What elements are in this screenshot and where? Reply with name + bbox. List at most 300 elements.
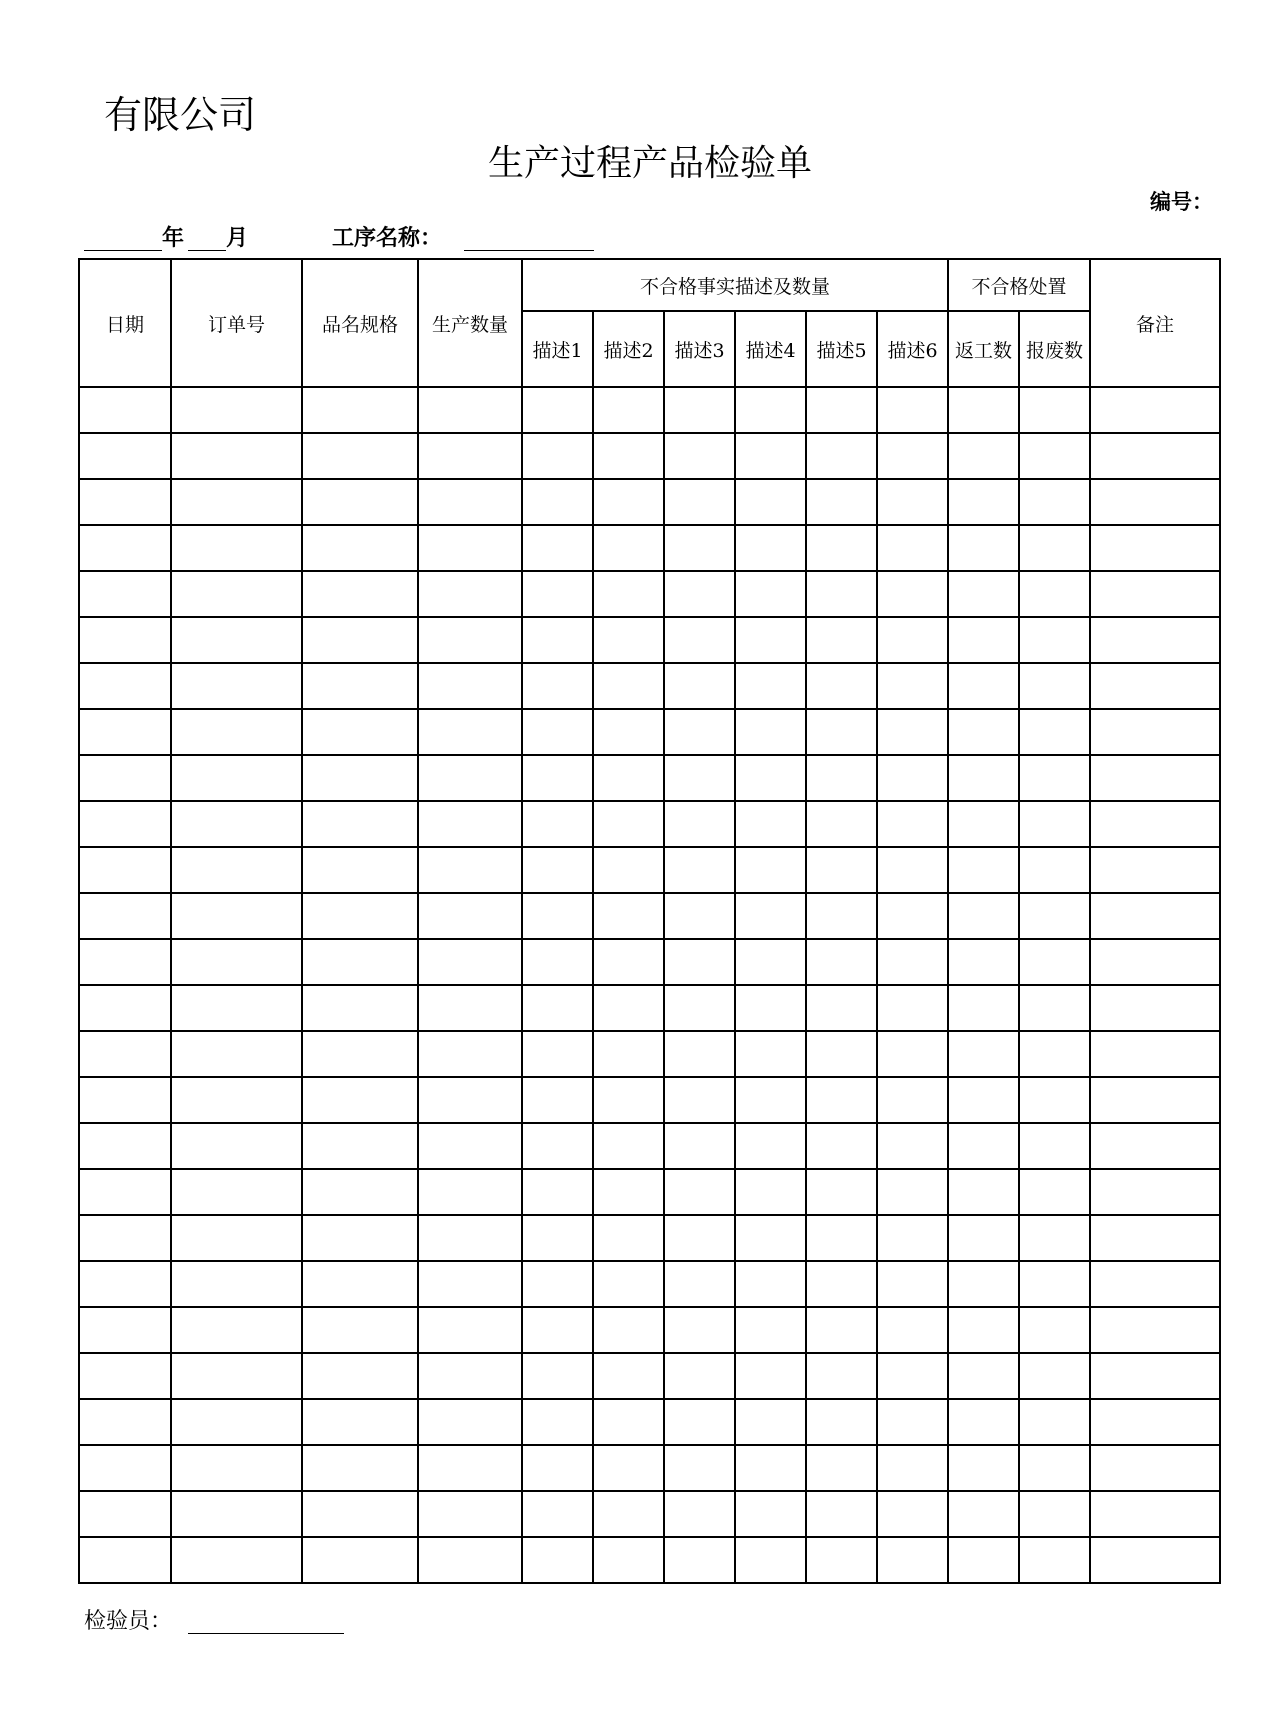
table-cell[interactable] (593, 847, 664, 893)
table-cell[interactable] (877, 801, 948, 847)
table-cell[interactable] (302, 1399, 418, 1445)
table-cell[interactable] (593, 663, 664, 709)
table-cell[interactable] (522, 1031, 593, 1077)
table-cell[interactable] (948, 985, 1019, 1031)
table-cell[interactable] (806, 1077, 877, 1123)
table-cell[interactable] (664, 1537, 735, 1583)
table-cell[interactable] (948, 1537, 1019, 1583)
table-cell[interactable] (1019, 1215, 1090, 1261)
table-cell[interactable] (1019, 479, 1090, 525)
table-cell[interactable] (593, 709, 664, 755)
table-cell[interactable] (1019, 617, 1090, 663)
table-cell[interactable] (593, 1537, 664, 1583)
table-cell[interactable] (302, 1537, 418, 1583)
table-cell[interactable] (593, 1077, 664, 1123)
table-cell[interactable] (735, 1169, 806, 1215)
table-cell[interactable] (1019, 525, 1090, 571)
table-cell[interactable] (418, 1123, 522, 1169)
table-cell[interactable] (806, 939, 877, 985)
table-cell[interactable] (171, 1399, 302, 1445)
table-cell[interactable] (302, 525, 418, 571)
table-cell[interactable] (593, 433, 664, 479)
table-cell[interactable] (664, 1215, 735, 1261)
table-cell[interactable] (522, 847, 593, 893)
table-cell[interactable] (79, 1169, 171, 1215)
table-cell[interactable] (877, 755, 948, 801)
table-cell[interactable] (522, 985, 593, 1031)
table-cell[interactable] (302, 1031, 418, 1077)
table-cell[interactable] (593, 1307, 664, 1353)
table-cell[interactable] (302, 709, 418, 755)
table-cell[interactable] (418, 1399, 522, 1445)
table-cell[interactable] (418, 1307, 522, 1353)
table-cell[interactable] (806, 1445, 877, 1491)
table-cell[interactable] (1019, 1169, 1090, 1215)
table-cell[interactable] (735, 479, 806, 525)
table-cell[interactable] (522, 663, 593, 709)
table-cell[interactable] (664, 847, 735, 893)
table-cell[interactable] (1090, 893, 1220, 939)
table-cell[interactable] (948, 1077, 1019, 1123)
table-cell[interactable] (522, 1353, 593, 1399)
table-cell[interactable] (418, 755, 522, 801)
table-cell[interactable] (79, 755, 171, 801)
table-cell[interactable] (171, 617, 302, 663)
table-cell[interactable] (79, 893, 171, 939)
table-cell[interactable] (1090, 847, 1220, 893)
table-cell[interactable] (522, 571, 593, 617)
table-cell[interactable] (735, 939, 806, 985)
table-cell[interactable] (877, 985, 948, 1031)
table-cell[interactable] (79, 847, 171, 893)
table-cell[interactable] (735, 1123, 806, 1169)
table-cell[interactable] (302, 617, 418, 663)
table-cell[interactable] (735, 985, 806, 1031)
table-cell[interactable] (418, 617, 522, 663)
table-cell[interactable] (735, 1399, 806, 1445)
table-cell[interactable] (735, 1491, 806, 1537)
table-cell[interactable] (79, 1077, 171, 1123)
table-cell[interactable] (79, 709, 171, 755)
table-cell[interactable] (1090, 1169, 1220, 1215)
table-cell[interactable] (593, 479, 664, 525)
table-cell[interactable] (948, 847, 1019, 893)
table-cell[interactable] (806, 1491, 877, 1537)
table-cell[interactable] (806, 663, 877, 709)
table-cell[interactable] (806, 1307, 877, 1353)
table-cell[interactable] (171, 1491, 302, 1537)
table-cell[interactable] (948, 663, 1019, 709)
table-cell[interactable] (418, 709, 522, 755)
table-cell[interactable] (735, 801, 806, 847)
table-cell[interactable] (1090, 1031, 1220, 1077)
table-cell[interactable] (948, 939, 1019, 985)
table-cell[interactable] (1090, 1307, 1220, 1353)
table-cell[interactable] (79, 479, 171, 525)
table-cell[interactable] (877, 1399, 948, 1445)
table-cell[interactable] (593, 939, 664, 985)
table-cell[interactable] (171, 939, 302, 985)
table-cell[interactable] (806, 1169, 877, 1215)
table-cell[interactable] (79, 1537, 171, 1583)
table-cell[interactable] (664, 1261, 735, 1307)
table-cell[interactable] (593, 1261, 664, 1307)
table-cell[interactable] (418, 1491, 522, 1537)
table-cell[interactable] (522, 1399, 593, 1445)
table-cell[interactable] (522, 755, 593, 801)
table-cell[interactable] (948, 801, 1019, 847)
table-cell[interactable] (79, 571, 171, 617)
table-cell[interactable] (1090, 801, 1220, 847)
table-cell[interactable] (418, 847, 522, 893)
table-cell[interactable] (418, 1445, 522, 1491)
table-cell[interactable] (735, 1537, 806, 1583)
table-cell[interactable] (522, 479, 593, 525)
table-cell[interactable] (806, 571, 877, 617)
table-cell[interactable] (79, 939, 171, 985)
table-cell[interactable] (1090, 1215, 1220, 1261)
table-cell[interactable] (1019, 571, 1090, 617)
table-cell[interactable] (522, 1537, 593, 1583)
table-cell[interactable] (664, 525, 735, 571)
table-cell[interactable] (522, 433, 593, 479)
table-cell[interactable] (593, 1215, 664, 1261)
table-cell[interactable] (664, 1399, 735, 1445)
table-cell[interactable] (735, 617, 806, 663)
table-cell[interactable] (79, 433, 171, 479)
table-cell[interactable] (171, 1215, 302, 1261)
table-cell[interactable] (948, 1307, 1019, 1353)
table-cell[interactable] (593, 525, 664, 571)
table-cell[interactable] (418, 1215, 522, 1261)
table-cell[interactable] (948, 617, 1019, 663)
table-cell[interactable] (1090, 1077, 1220, 1123)
table-cell[interactable] (877, 709, 948, 755)
table-cell[interactable] (418, 663, 522, 709)
table-cell[interactable] (302, 663, 418, 709)
table-cell[interactable] (171, 433, 302, 479)
table-cell[interactable] (806, 1031, 877, 1077)
table-cell[interactable] (735, 1215, 806, 1261)
table-cell[interactable] (302, 847, 418, 893)
table-cell[interactable] (948, 1169, 1019, 1215)
table-cell[interactable] (948, 433, 1019, 479)
table-cell[interactable] (418, 985, 522, 1031)
table-cell[interactable] (1090, 1399, 1220, 1445)
table-cell[interactable] (948, 893, 1019, 939)
table-cell[interactable] (79, 1399, 171, 1445)
table-cell[interactable] (302, 755, 418, 801)
table-cell[interactable] (79, 1261, 171, 1307)
table-cell[interactable] (1090, 1261, 1220, 1307)
table-cell[interactable] (664, 617, 735, 663)
table-cell[interactable] (664, 663, 735, 709)
inspector-blank[interactable] (188, 1633, 344, 1634)
table-cell[interactable] (664, 387, 735, 433)
table-cell[interactable] (418, 571, 522, 617)
table-cell[interactable] (735, 1031, 806, 1077)
table-cell[interactable] (664, 709, 735, 755)
table-cell[interactable] (735, 1077, 806, 1123)
table-cell[interactable] (418, 525, 522, 571)
table-cell[interactable] (1019, 1261, 1090, 1307)
table-cell[interactable] (302, 1307, 418, 1353)
table-cell[interactable] (735, 525, 806, 571)
table-cell[interactable] (877, 1169, 948, 1215)
table-cell[interactable] (664, 801, 735, 847)
table-cell[interactable] (593, 1123, 664, 1169)
table-cell[interactable] (302, 1169, 418, 1215)
table-cell[interactable] (1019, 1123, 1090, 1169)
table-cell[interactable] (418, 1077, 522, 1123)
table-cell[interactable] (735, 663, 806, 709)
table-cell[interactable] (1019, 663, 1090, 709)
table-cell[interactable] (302, 1445, 418, 1491)
table-cell[interactable] (522, 1169, 593, 1215)
table-cell[interactable] (171, 1307, 302, 1353)
table-cell[interactable] (1019, 939, 1090, 985)
table-cell[interactable] (79, 525, 171, 571)
table-cell[interactable] (806, 709, 877, 755)
table-cell[interactable] (79, 1031, 171, 1077)
table-cell[interactable] (418, 893, 522, 939)
table-cell[interactable] (1090, 1537, 1220, 1583)
table-cell[interactable] (806, 801, 877, 847)
table-cell[interactable] (171, 1537, 302, 1583)
table-cell[interactable] (948, 709, 1019, 755)
table-cell[interactable] (1090, 1123, 1220, 1169)
table-cell[interactable] (877, 617, 948, 663)
table-cell[interactable] (171, 893, 302, 939)
table-cell[interactable] (877, 1261, 948, 1307)
table-cell[interactable] (806, 1215, 877, 1261)
table-cell[interactable] (664, 1169, 735, 1215)
table-cell[interactable] (522, 1123, 593, 1169)
table-cell[interactable] (1019, 1031, 1090, 1077)
table-cell[interactable] (877, 1353, 948, 1399)
table-cell[interactable] (664, 939, 735, 985)
table-cell[interactable] (1019, 1445, 1090, 1491)
month-blank[interactable] (188, 250, 226, 251)
table-cell[interactable] (1090, 755, 1220, 801)
table-cell[interactable] (522, 1077, 593, 1123)
table-cell[interactable] (522, 1215, 593, 1261)
table-cell[interactable] (1019, 1399, 1090, 1445)
table-cell[interactable] (1090, 433, 1220, 479)
table-cell[interactable] (79, 1215, 171, 1261)
table-cell[interactable] (664, 479, 735, 525)
table-cell[interactable] (79, 1445, 171, 1491)
table-cell[interactable] (664, 1123, 735, 1169)
table-cell[interactable] (1019, 985, 1090, 1031)
table-cell[interactable] (418, 801, 522, 847)
table-cell[interactable] (79, 1123, 171, 1169)
table-cell[interactable] (735, 1261, 806, 1307)
table-cell[interactable] (1090, 1491, 1220, 1537)
table-cell[interactable] (1019, 709, 1090, 755)
table-cell[interactable] (1019, 387, 1090, 433)
table-cell[interactable] (171, 709, 302, 755)
table-cell[interactable] (1090, 1445, 1220, 1491)
table-cell[interactable] (593, 1445, 664, 1491)
table-cell[interactable] (593, 617, 664, 663)
table-cell[interactable] (593, 1353, 664, 1399)
table-cell[interactable] (877, 1077, 948, 1123)
table-cell[interactable] (302, 1353, 418, 1399)
table-cell[interactable] (806, 1399, 877, 1445)
table-cell[interactable] (522, 1491, 593, 1537)
table-cell[interactable] (806, 893, 877, 939)
table-cell[interactable] (664, 893, 735, 939)
table-cell[interactable] (79, 663, 171, 709)
table-cell[interactable] (806, 847, 877, 893)
table-cell[interactable] (302, 985, 418, 1031)
table-cell[interactable] (948, 1399, 1019, 1445)
table-cell[interactable] (806, 755, 877, 801)
table-cell[interactable] (1019, 755, 1090, 801)
table-cell[interactable] (79, 985, 171, 1031)
table-cell[interactable] (1090, 387, 1220, 433)
table-cell[interactable] (735, 1445, 806, 1491)
table-cell[interactable] (735, 571, 806, 617)
table-cell[interactable] (735, 847, 806, 893)
table-cell[interactable] (593, 801, 664, 847)
table-cell[interactable] (418, 1031, 522, 1077)
table-cell[interactable] (302, 1077, 418, 1123)
table-cell[interactable] (79, 801, 171, 847)
table-cell[interactable] (877, 525, 948, 571)
table-cell[interactable] (948, 1353, 1019, 1399)
table-cell[interactable] (877, 893, 948, 939)
table-cell[interactable] (171, 847, 302, 893)
table-cell[interactable] (806, 479, 877, 525)
table-cell[interactable] (877, 571, 948, 617)
table-cell[interactable] (302, 939, 418, 985)
table-cell[interactable] (593, 985, 664, 1031)
table-cell[interactable] (948, 1031, 1019, 1077)
table-cell[interactable] (302, 893, 418, 939)
table-cell[interactable] (171, 1077, 302, 1123)
table-cell[interactable] (1090, 709, 1220, 755)
table-cell[interactable] (806, 985, 877, 1031)
table-cell[interactable] (302, 1123, 418, 1169)
table-cell[interactable] (418, 1261, 522, 1307)
table-cell[interactable] (877, 847, 948, 893)
table-cell[interactable] (948, 479, 1019, 525)
table-cell[interactable] (1019, 1307, 1090, 1353)
table-cell[interactable] (806, 1261, 877, 1307)
table-cell[interactable] (418, 387, 522, 433)
table-cell[interactable] (522, 1261, 593, 1307)
table-cell[interactable] (171, 1445, 302, 1491)
table-cell[interactable] (79, 387, 171, 433)
table-cell[interactable] (522, 939, 593, 985)
year-blank[interactable] (84, 250, 162, 251)
table-cell[interactable] (1090, 617, 1220, 663)
table-cell[interactable] (735, 755, 806, 801)
table-cell[interactable] (806, 1123, 877, 1169)
table-cell[interactable] (79, 1491, 171, 1537)
table-cell[interactable] (79, 1353, 171, 1399)
table-cell[interactable] (522, 387, 593, 433)
table-cell[interactable] (948, 1215, 1019, 1261)
table-cell[interactable] (877, 1491, 948, 1537)
table-cell[interactable] (171, 479, 302, 525)
table-cell[interactable] (948, 755, 1019, 801)
table-cell[interactable] (948, 571, 1019, 617)
table-cell[interactable] (593, 755, 664, 801)
table-cell[interactable] (593, 571, 664, 617)
table-cell[interactable] (735, 1307, 806, 1353)
table-cell[interactable] (1090, 571, 1220, 617)
table-cell[interactable] (302, 479, 418, 525)
table-cell[interactable] (171, 801, 302, 847)
table-cell[interactable] (302, 1261, 418, 1307)
table-cell[interactable] (593, 387, 664, 433)
table-cell[interactable] (948, 387, 1019, 433)
table-cell[interactable] (877, 1123, 948, 1169)
table-cell[interactable] (302, 801, 418, 847)
table-cell[interactable] (522, 1445, 593, 1491)
table-cell[interactable] (418, 433, 522, 479)
table-cell[interactable] (1019, 847, 1090, 893)
table-cell[interactable] (806, 617, 877, 663)
table-cell[interactable] (1090, 525, 1220, 571)
table-cell[interactable] (877, 1215, 948, 1261)
table-cell[interactable] (418, 1169, 522, 1215)
table-cell[interactable] (735, 893, 806, 939)
table-cell[interactable] (877, 1445, 948, 1491)
table-cell[interactable] (948, 1445, 1019, 1491)
table-cell[interactable] (877, 433, 948, 479)
table-cell[interactable] (79, 1307, 171, 1353)
table-cell[interactable] (593, 1031, 664, 1077)
table-cell[interactable] (522, 1307, 593, 1353)
table-cell[interactable] (1019, 1353, 1090, 1399)
table-cell[interactable] (1019, 433, 1090, 479)
table-cell[interactable] (171, 1123, 302, 1169)
table-cell[interactable] (735, 1353, 806, 1399)
table-cell[interactable] (302, 571, 418, 617)
table-cell[interactable] (1090, 663, 1220, 709)
table-cell[interactable] (877, 663, 948, 709)
table-cell[interactable] (171, 755, 302, 801)
table-cell[interactable] (664, 985, 735, 1031)
table-cell[interactable] (806, 1537, 877, 1583)
table-cell[interactable] (171, 663, 302, 709)
table-cell[interactable] (664, 1031, 735, 1077)
table-cell[interactable] (877, 1537, 948, 1583)
table-cell[interactable] (418, 1537, 522, 1583)
table-cell[interactable] (948, 1261, 1019, 1307)
table-cell[interactable] (877, 1031, 948, 1077)
table-cell[interactable] (1090, 1353, 1220, 1399)
table-cell[interactable] (735, 709, 806, 755)
table-cell[interactable] (171, 1169, 302, 1215)
process-name-blank[interactable] (464, 250, 594, 251)
table-cell[interactable] (302, 1215, 418, 1261)
table-cell[interactable] (1090, 985, 1220, 1031)
table-cell[interactable] (171, 1261, 302, 1307)
table-cell[interactable] (171, 525, 302, 571)
table-cell[interactable] (593, 1399, 664, 1445)
table-cell[interactable] (735, 387, 806, 433)
table-cell[interactable] (664, 755, 735, 801)
table-cell[interactable] (1090, 939, 1220, 985)
table-cell[interactable] (302, 387, 418, 433)
table-cell[interactable] (593, 893, 664, 939)
table-cell[interactable] (948, 1123, 1019, 1169)
